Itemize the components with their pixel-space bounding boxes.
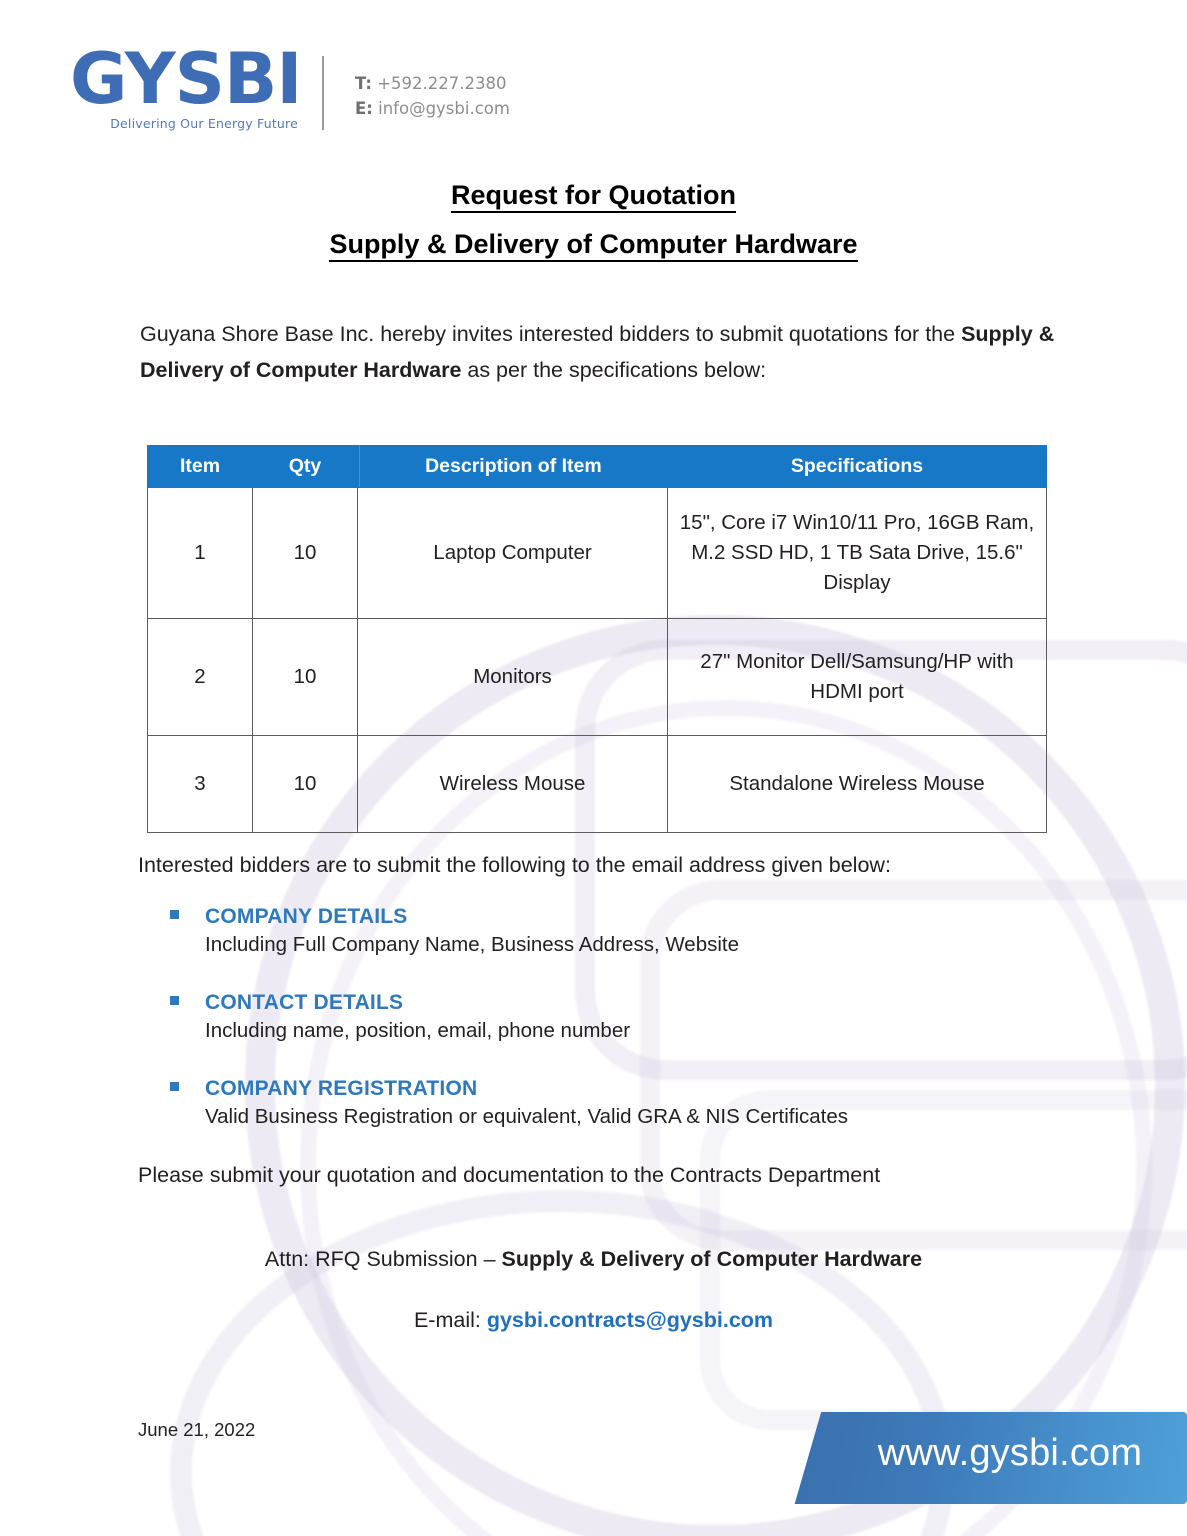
submission-email-address[interactable]: gysbi.contracts@gysbi.com	[486, 1308, 774, 1332]
table-row	[148, 619, 1047, 736]
cell-specifications: 27" Monitor Dell/Samsung/HP with HDMI port	[668, 619, 1047, 736]
logo-tagline: Delivering Our Energy Future	[110, 116, 298, 131]
attention-line	[0, 1247, 1187, 1272]
page-title-text: Request for Quotation	[451, 180, 736, 213]
cell-item: 3	[148, 736, 253, 833]
list-item-detail: Valid Business Registration or equivalent, Valid GRA & NIS Certificates	[205, 1105, 849, 1128]
submission-email-line	[0, 1308, 1187, 1333]
list-item	[170, 991, 1070, 1043]
cell-item: 1	[148, 488, 253, 619]
list-item-title: COMPANY REGISTRATION	[205, 1077, 478, 1100]
document-date: June 21, 2022	[138, 1419, 256, 1440]
list-item-heading	[170, 905, 1070, 929]
header-contact-info	[355, 71, 510, 121]
cell-qty: 10	[253, 488, 358, 619]
list-item	[170, 1077, 1070, 1129]
cell-description: Laptop Computer	[358, 488, 668, 619]
table-header	[148, 446, 1047, 488]
table-body	[148, 488, 1047, 833]
column-header-specifications: Specifications	[668, 446, 1047, 488]
square-bullet-icon	[170, 996, 179, 1005]
cell-specifications: 15", Core i7 Win10/11 Pro, 16GB Ram, M.2 SSD HD, 1 TB Sata Drive, 15.6" Display	[668, 488, 1047, 619]
attention-subject: Supply & Delivery of Computer Hardware	[501, 1247, 923, 1271]
phone-label: T:	[355, 74, 372, 93]
column-header-item: Item	[148, 446, 253, 488]
email-value: info@gysbi.com	[378, 99, 510, 118]
email-prefix-label: E-mail:	[413, 1308, 487, 1332]
list-item-detail: Including Full Company Name, Business Address, Website	[205, 933, 740, 956]
column-header-qty: Qty	[253, 446, 358, 488]
intro-paragraph	[140, 316, 1060, 388]
table-header-row	[148, 446, 1047, 488]
specifications-table	[147, 445, 1047, 833]
cell-description: Monitors	[358, 619, 668, 736]
square-bullet-icon	[170, 1082, 179, 1091]
list-item-heading	[170, 1077, 1070, 1101]
attention-prefix: Attn: RFQ Submission –	[264, 1247, 502, 1271]
page-title	[0, 180, 1187, 211]
header-divider	[322, 56, 324, 130]
square-bullet-icon	[170, 910, 179, 919]
list-item-title: CONTACT DETAILS	[205, 991, 404, 1014]
contact-email-line	[355, 96, 510, 121]
cell-qty: 10	[253, 736, 358, 833]
list-item	[170, 905, 1070, 957]
closing-instruction: Please submit your quotation and documentation to the Contracts Department	[138, 1163, 881, 1187]
website-url[interactable]: www.gysbi.com	[877, 1432, 1143, 1474]
email-label: E:	[355, 99, 373, 118]
list-item-heading	[170, 991, 1070, 1015]
intro-bold-scope: Supply & Delivery of Computer Hardware	[140, 322, 1055, 382]
page-subtitle-text: Supply & Delivery of Computer Hardware	[329, 229, 857, 262]
cell-description: Wireless Mouse	[358, 736, 668, 833]
gysbi-logo	[70, 38, 302, 131]
phone-value: +592.227.2380	[377, 74, 507, 93]
cell-qty: 10	[253, 619, 358, 736]
list-item-title: COMPANY DETAILS	[205, 905, 408, 928]
table-row	[148, 488, 1047, 619]
contact-phone-line	[355, 71, 510, 96]
intro-part-1: Guyana Shore Base Inc. hereby invites interested bidders to submit quotations for the	[140, 322, 962, 346]
logo-wordmark: GYSBI	[70, 38, 302, 120]
cell-item: 2	[148, 619, 253, 736]
submission-lead-in: Interested bidders are to submit the following to the email address given below:	[138, 853, 891, 877]
table-row	[148, 736, 1047, 833]
page-subtitle	[0, 229, 1187, 260]
cell-specifications: Standalone Wireless Mouse	[668, 736, 1047, 833]
column-header-description: Description of Item	[359, 446, 667, 488]
submission-requirements-list	[170, 905, 1070, 1163]
intro-part-2: as per the specifications below:	[461, 358, 767, 382]
list-item-detail: Including name, position, email, phone number	[205, 1019, 631, 1042]
document-header	[0, 0, 1187, 160]
